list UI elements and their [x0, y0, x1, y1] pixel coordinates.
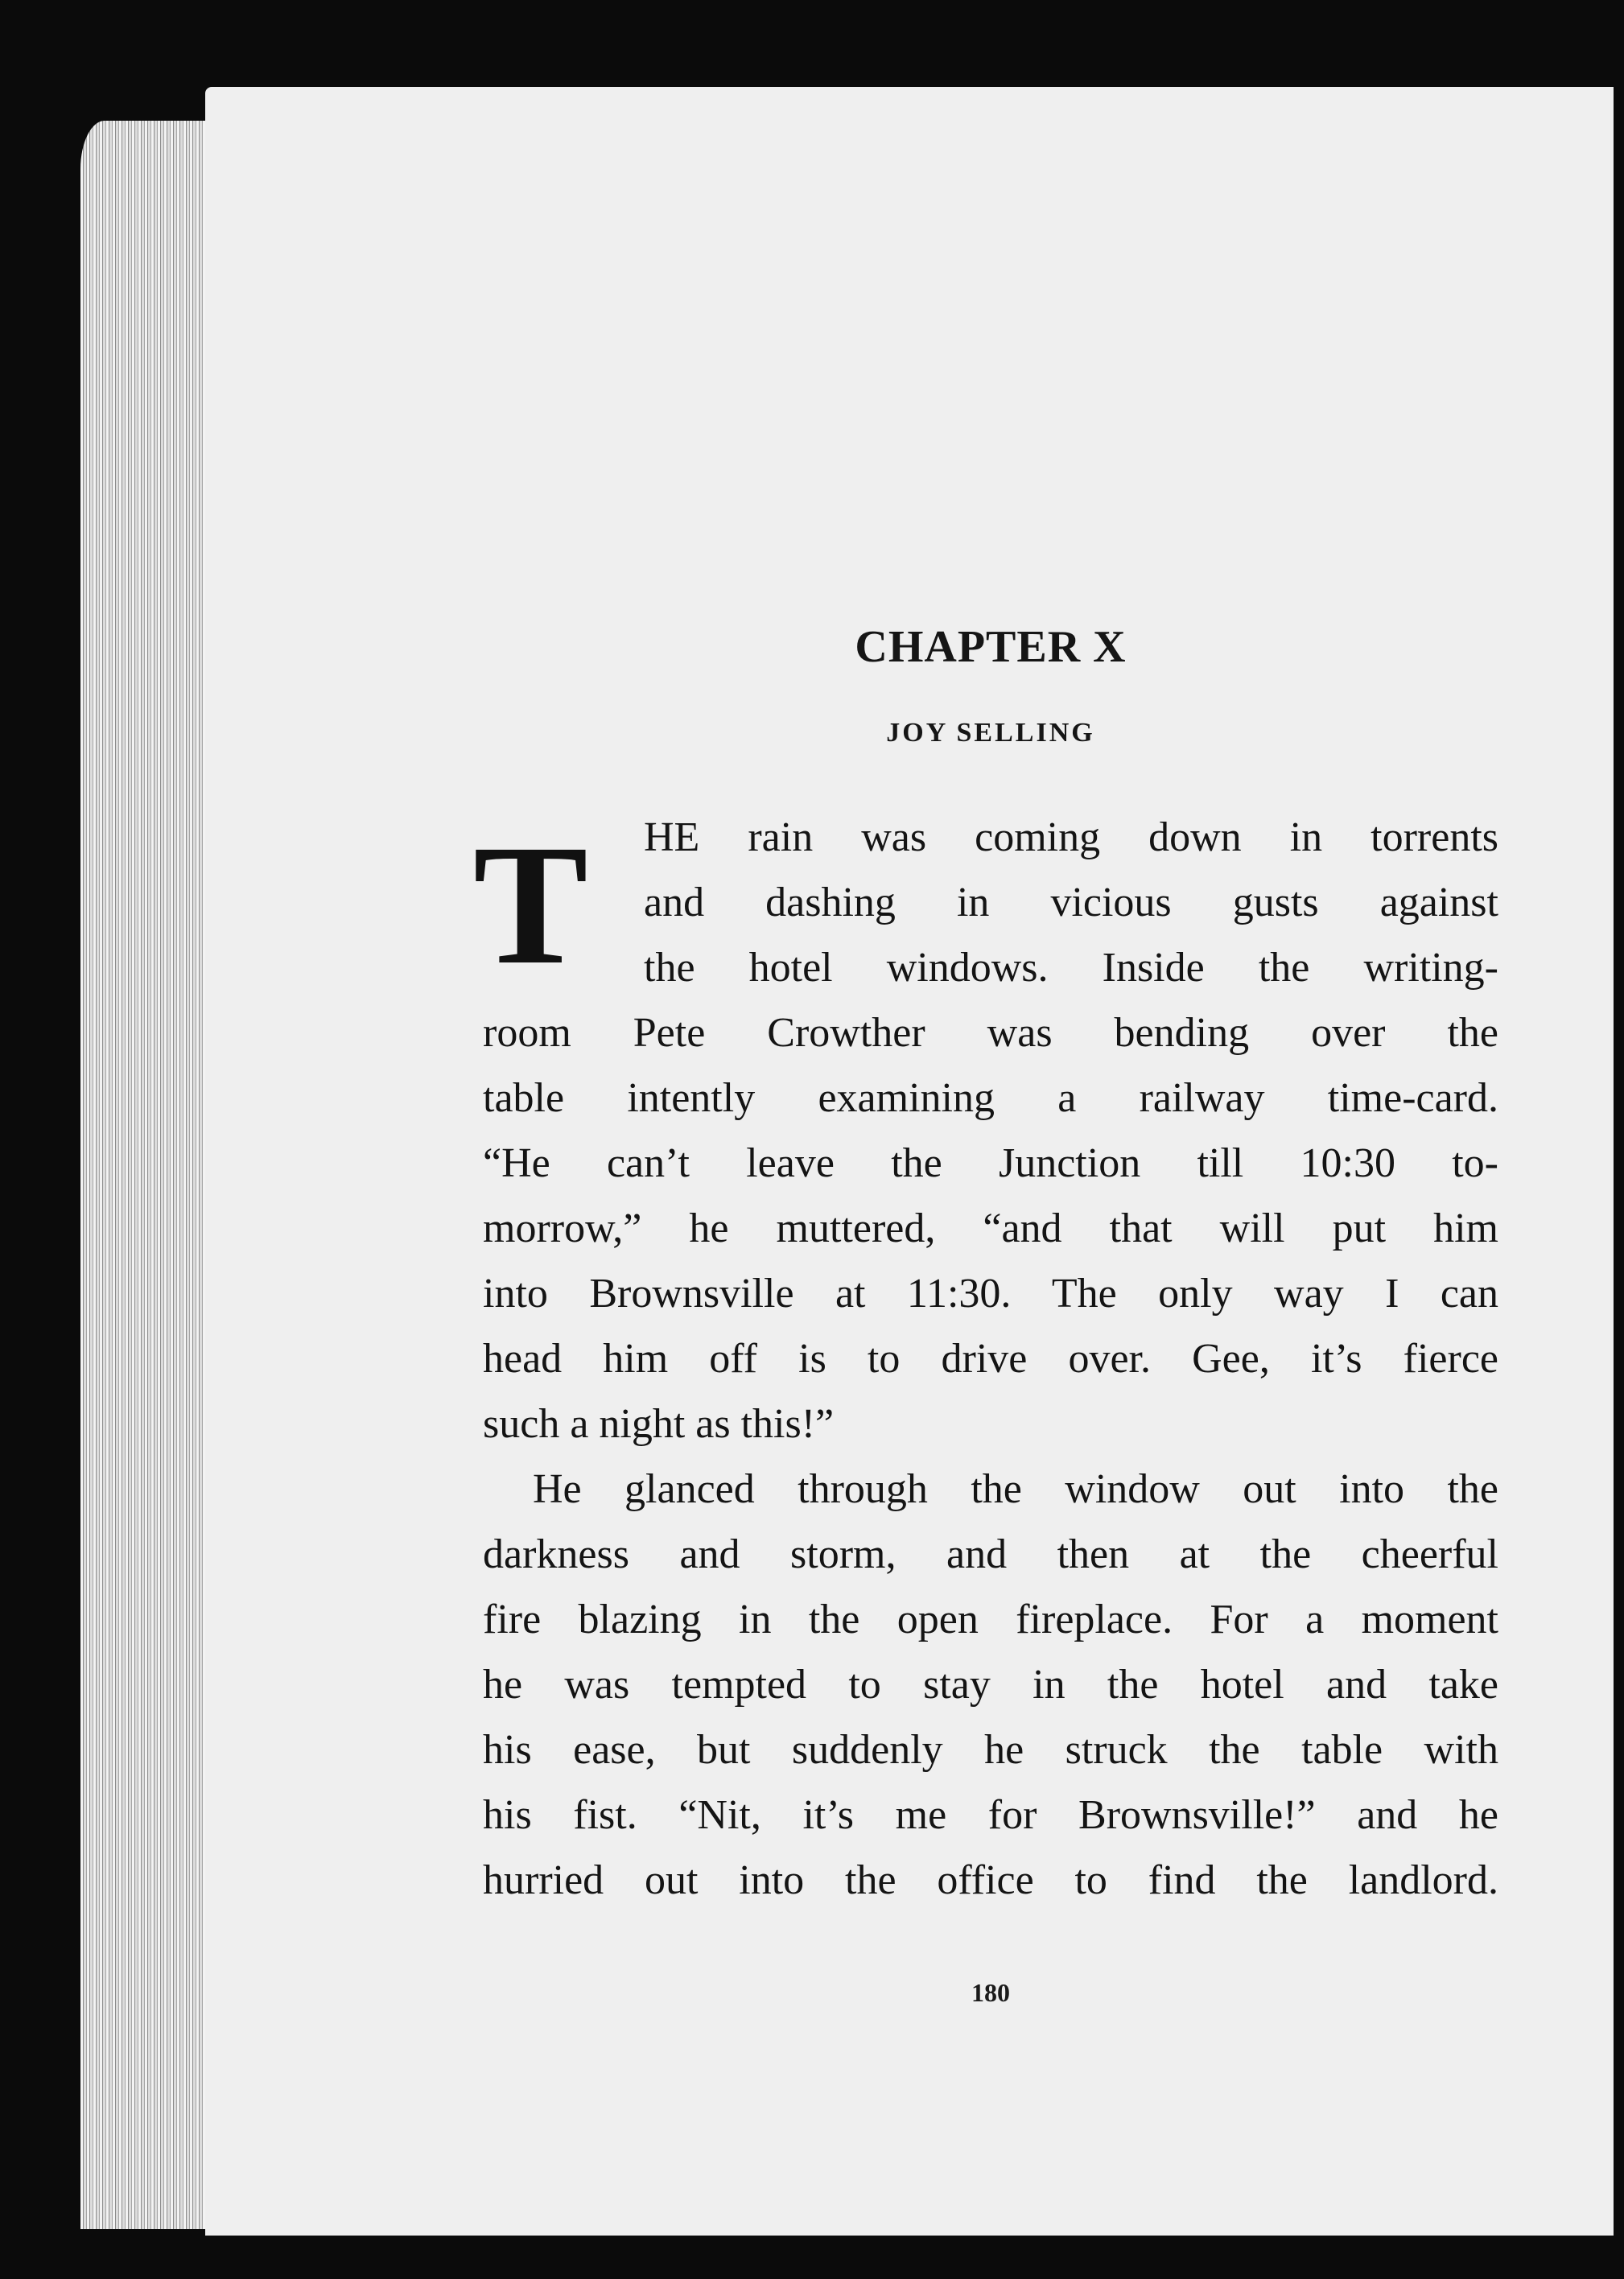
- text-line: morrow,” he muttered, “and that will put him: [483, 1205, 1498, 1251]
- text-line: [483, 805, 1498, 870]
- page-number: 180: [971, 1978, 1010, 2007]
- book-page-edges: [80, 121, 212, 2229]
- text-line: such a night as this!”: [483, 1401, 835, 1447]
- paragraph-1: [473, 805, 1499, 1457]
- text-line: his ease, but suddenly he struck the table with: [483, 1727, 1498, 1773]
- drop-cap: T: [473, 810, 588, 1000]
- paragraph-2: [483, 1457, 1498, 1913]
- text-line: He glanced through the window out into the: [533, 1466, 1498, 1512]
- book-page: [205, 87, 1614, 2236]
- text-line: darkness and storm, and then at the cheerful: [483, 1531, 1498, 1577]
- text-line: into Brownsville at 11:30. The only way I can: [483, 1271, 1498, 1317]
- chapter-subtitle: JOY SELLING: [886, 718, 1095, 748]
- text-line: his fist. “Nit, it’s me for Brownsville!” and he: [483, 1792, 1498, 1838]
- text-line: fire blazing in the open fireplace. For a moment: [483, 1597, 1498, 1642]
- text-line: hurried out into the office to find the landlord.: [483, 1857, 1498, 1903]
- text-line: head him off is to drive over. Gee, it’s fierce: [483, 1336, 1498, 1382]
- text-line: the hotel windows. Inside the writing-: [644, 945, 1498, 991]
- body-text: [473, 805, 1499, 1913]
- text-line: he was tempted to stay in the hotel and take: [483, 1662, 1498, 1708]
- chapter-heading: CHAPTER X: [855, 622, 1127, 672]
- text-line: “He can’t leave the Junction till 10:30 to-: [483, 1140, 1498, 1186]
- text-line-content: rain was coming down in torrents: [748, 814, 1499, 860]
- page-content: [473, 538, 1499, 2007]
- text-line: room Pete Crowther was bending over the: [483, 1010, 1498, 1056]
- first-word-rest: HE: [644, 814, 700, 860]
- text-line: and dashing in vicious gusts against: [644, 880, 1498, 925]
- text-line: table intently examining a railway time-card.: [483, 1075, 1498, 1121]
